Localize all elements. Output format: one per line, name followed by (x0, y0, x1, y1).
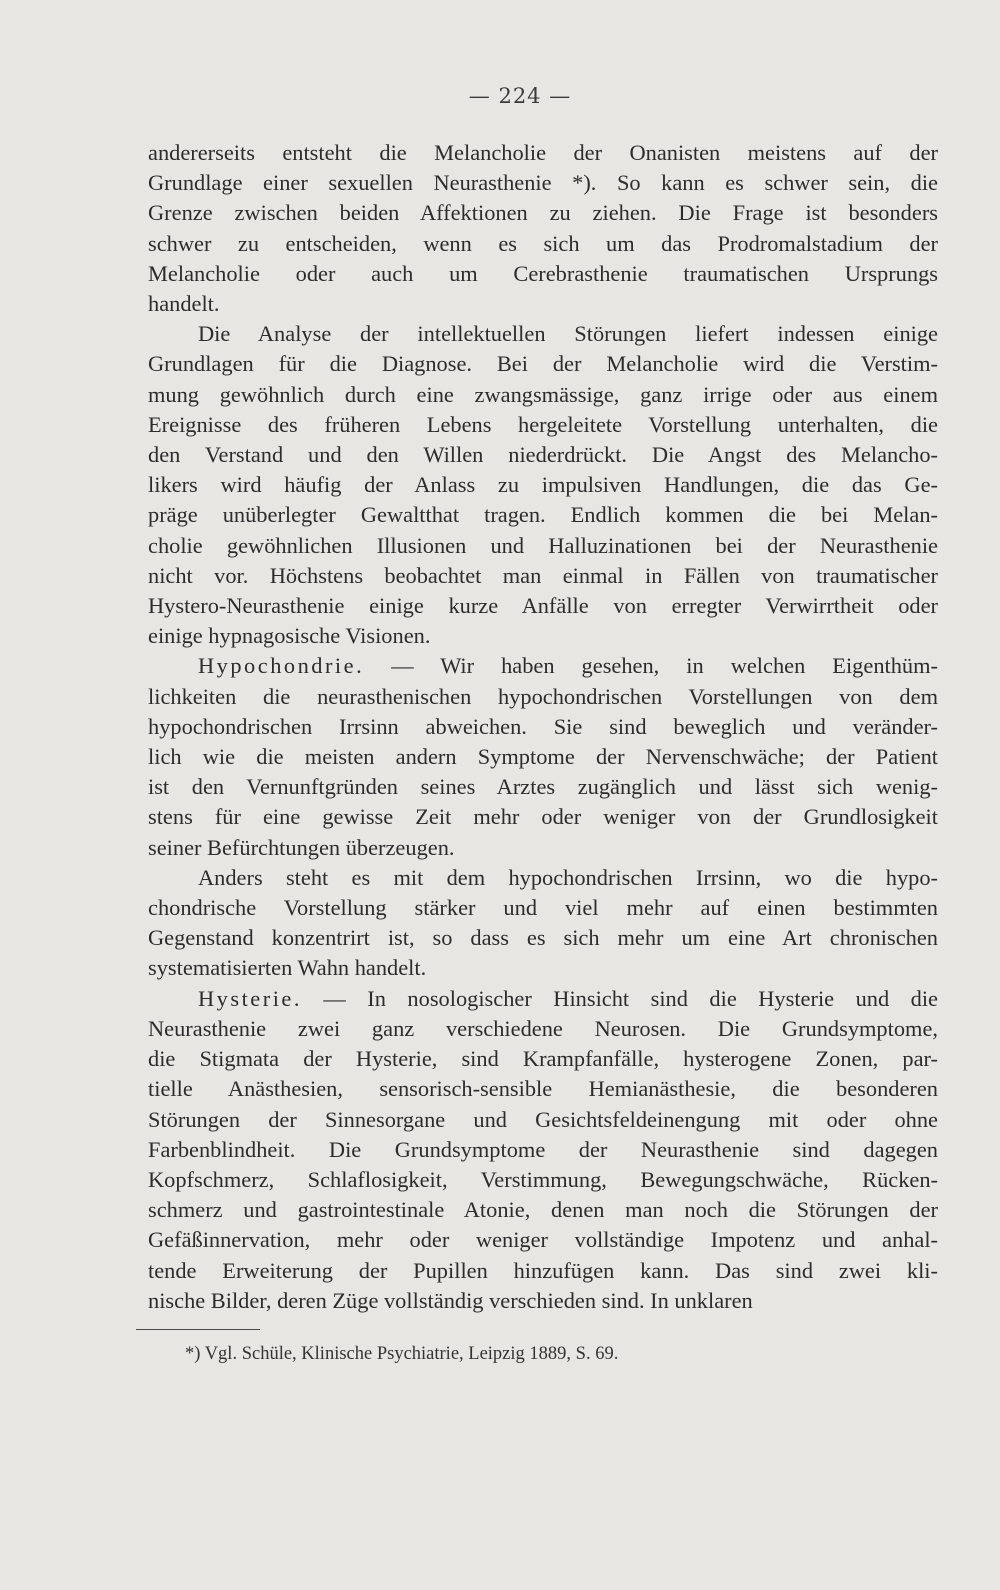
text-line (148, 802, 938, 832)
text-line (148, 1105, 938, 1135)
line-text: systematisierten Wahn handelt. (148, 955, 427, 981)
line-text: tielle Anästhesien, sensorisch-sensible Hemianästhesie, die besonderen (148, 1076, 938, 1102)
text-line (148, 259, 938, 289)
text-line (148, 1014, 938, 1044)
line-text: den Verstand und den Willen niederdrückt. Die Angst des Melancho- (148, 442, 938, 468)
line-text: Die Analyse der intellektuellen Störungen liefert indessen einige (198, 321, 938, 347)
text-line (148, 1256, 938, 1286)
line-text: mung gewöhnlich durch eine zwangsmässige, ganz irrige oder aus einem (148, 381, 938, 407)
text-line (148, 531, 938, 561)
text-line (148, 863, 938, 893)
line-text: lich wie die meisten andern Symptome der Nervenschwäche; der Patient (148, 744, 938, 770)
text-line (148, 561, 938, 591)
text-line (148, 1195, 938, 1225)
text-line (148, 1286, 938, 1316)
text-line (148, 168, 938, 198)
line-text: einige hypnagosische Visionen. (148, 623, 431, 649)
line-text: — Wir haben gesehen, in welchen Eigenthüm- (364, 653, 938, 679)
text-line (148, 1225, 938, 1255)
line-text: Gegenstand konzentrirt ist, so dass es sich mehr um eine Art chronischen (148, 925, 938, 951)
section-heading: Hypochondrie. (198, 653, 365, 679)
line-text: likers wird häufig der Anlass zu impulsiven Handlungen, die das Ge- (148, 472, 938, 498)
section-heading: Hysterie. (198, 985, 302, 1011)
text-line (148, 772, 938, 802)
line-text: stens für eine gewisse Zeit mehr oder weniger von der Grundlosigkeit (148, 804, 938, 830)
line-text: präge unüberlegter Gewaltthat tragen. Endlich kommen die bei Melan- (148, 502, 938, 528)
line-text: hypochondrischen Irrsinn abweichen. Sie sind beweglich und veränder- (148, 713, 938, 739)
text-line (148, 229, 938, 259)
text-line (148, 380, 938, 410)
line-text: Gefäßinnervation, mehr oder weniger vollständige Impotenz und anhal- (148, 1227, 938, 1253)
line-text: chondrische Vorstellung stärker und viel mehr auf einen bestimmten (148, 895, 938, 921)
text-line (148, 893, 938, 923)
line-text: Neurasthenie zwei ganz verschiedene Neurosen. Die Grundsymptome, (148, 1015, 938, 1041)
line-text: — In nosologischer Hinsicht sind die Hysterie und die (301, 985, 938, 1011)
text-line (148, 833, 938, 863)
text-line (148, 591, 938, 621)
line-text: Anders steht es mit dem hypochondrischen Irrsinn, wo die hypo- (198, 864, 938, 890)
text-line (148, 1074, 938, 1104)
line-text: seiner Befürchtungen überzeugen. (148, 834, 455, 860)
line-text: Grundlage einer sexuellen Neurasthenie *). So kann es schwer sein, die (148, 170, 938, 196)
text-line (148, 1135, 938, 1165)
text-line (148, 651, 938, 681)
line-text: die Stigmata der Hysterie, sind Krampfanfälle, hysterogene Zonen, par- (148, 1046, 938, 1072)
footnote: *) Vgl. Schüle, Klinische Psychiatrie, Leipzig 1889, S. 69. (185, 1344, 619, 1364)
body-text (148, 138, 938, 1316)
line-text: Störungen der Sinnesorgane und Gesichtsfeldeinengung mit oder ohne (148, 1106, 938, 1132)
text-line (148, 621, 938, 651)
line-text: tende Erweiterung der Pupillen hinzufügen kann. Das sind zwei kli- (148, 1257, 938, 1283)
text-line (148, 712, 938, 742)
text-line (148, 470, 938, 500)
line-text: nische Bilder, deren Züge vollständig verschieden sind. In unklaren (148, 1287, 753, 1313)
line-text: andererseits entsteht die Melancholie der Onanisten meistens auf der (148, 140, 938, 165)
footnote-rule (136, 1329, 260, 1330)
line-text: cholie gewöhnlichen Illusionen und Halluzinationen bei der Neurasthenie (148, 532, 938, 558)
text-line (148, 1165, 938, 1195)
line-text: schwer zu entscheiden, wenn es sich um das Prodromalstadium der (148, 230, 938, 256)
text-line (148, 349, 938, 379)
line-text: Melancholie oder auch um Cerebrasthenie traumatischen Ursprungs (148, 260, 938, 286)
line-text: Farbenblindheit. Die Grundsymptome der Neurasthenie sind dagegen (148, 1136, 938, 1162)
line-text: Grundlagen für die Diagnose. Bei der Melancholie wird die Verstim- (148, 351, 938, 377)
text-line (148, 410, 938, 440)
text-line (148, 923, 938, 953)
text-line (148, 1044, 938, 1074)
text-line (148, 682, 938, 712)
line-text: Kopfschmerz, Schlaflosigkeit, Verstimmung, Bewegungschwäche, Rücken- (148, 1166, 938, 1192)
text-line (148, 953, 938, 983)
line-text: Hystero-Neurasthenie einige kurze Anfälle von erregter Verwirrtheit oder (148, 593, 938, 619)
line-text: ist den Vernunftgründen seines Arztes zugänglich und lässt sich wenig- (148, 774, 938, 800)
line-text: Grenze zwischen beiden Affektionen zu ziehen. Die Frage ist besonders (148, 200, 938, 226)
text-line (148, 138, 938, 168)
text-line (148, 984, 938, 1014)
text-line (148, 742, 938, 772)
line-text: nicht vor. Höchstens beobachtet man einmal in Fällen von traumatischer (148, 562, 938, 588)
text-line (148, 500, 938, 530)
page-number: — 224 — (468, 84, 572, 108)
line-text: handelt. (148, 291, 220, 317)
text-line (148, 440, 938, 470)
line-text: schmerz und gastrointestinale Atonie, denen man noch die Störungen der (148, 1197, 938, 1223)
text-line (148, 319, 938, 349)
text-line (148, 289, 938, 319)
line-text: lichkeiten die neurasthenischen hypochondrischen Vorstellungen von dem (148, 683, 938, 709)
line-text: Ereignisse des früheren Lebens hergeleitete Vorstellung unterhalten, die (148, 411, 938, 437)
text-line (148, 198, 938, 228)
